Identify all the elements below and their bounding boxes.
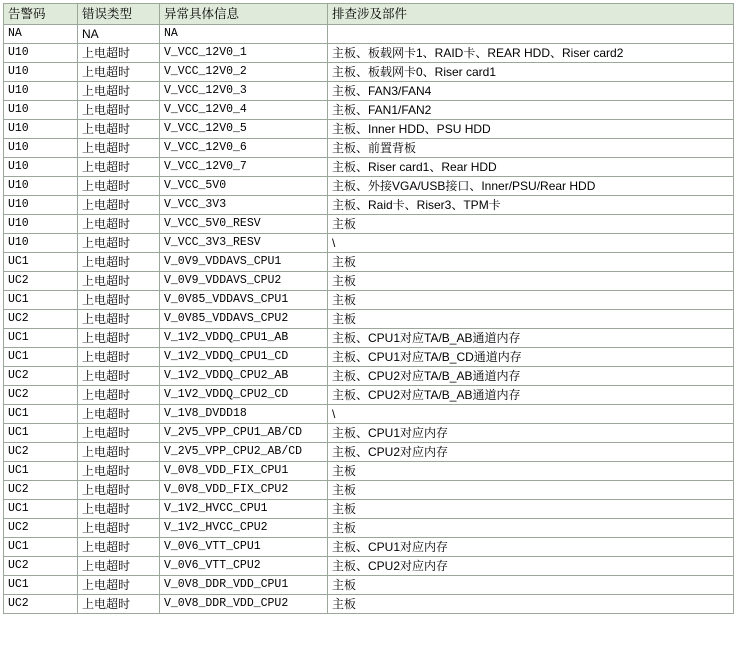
cell-detail-info: V_0V8_VDD_FIX_CPU2 xyxy=(160,481,328,500)
cell-error-type: 上电超时 xyxy=(78,196,160,215)
cell-components: 主板 xyxy=(328,310,734,329)
cell-components: 主板、Riser card1、Rear HDD xyxy=(328,158,734,177)
cell-alarm-code: UC1 xyxy=(4,348,78,367)
table-row xyxy=(4,25,734,44)
table-row xyxy=(4,443,734,462)
table-row xyxy=(4,63,734,82)
table-row xyxy=(4,538,734,557)
column-header-error-type: 错误类型 xyxy=(78,4,160,25)
table-row xyxy=(4,44,734,63)
table-row xyxy=(4,500,734,519)
table-row xyxy=(4,576,734,595)
cell-alarm-code: UC1 xyxy=(4,424,78,443)
table-row xyxy=(4,158,734,177)
cell-alarm-code: UC2 xyxy=(4,272,78,291)
table-row xyxy=(4,424,734,443)
cell-alarm-code: UC2 xyxy=(4,519,78,538)
cell-error-type: 上电超时 xyxy=(78,443,160,462)
cell-alarm-code: UC1 xyxy=(4,329,78,348)
cell-detail-info: V_0V9_VDDAVS_CPU2 xyxy=(160,272,328,291)
cell-error-type: 上电超时 xyxy=(78,519,160,538)
alarm-code-table xyxy=(3,3,734,614)
cell-error-type: 上电超时 xyxy=(78,82,160,101)
cell-components: 主板 xyxy=(328,291,734,310)
cell-alarm-code: U10 xyxy=(4,215,78,234)
cell-alarm-code: UC1 xyxy=(4,462,78,481)
cell-error-type: 上电超时 xyxy=(78,462,160,481)
cell-alarm-code: UC2 xyxy=(4,310,78,329)
cell-alarm-code: U10 xyxy=(4,158,78,177)
cell-detail-info: V_0V9_VDDAVS_CPU1 xyxy=(160,253,328,272)
table-row xyxy=(4,234,734,253)
table-row xyxy=(4,82,734,101)
table-row xyxy=(4,215,734,234)
cell-alarm-code: U10 xyxy=(4,120,78,139)
cell-components: 主板、CPU1对应TA/B_CD通道内存 xyxy=(328,348,734,367)
cell-components: 主板、CPU2对应内存 xyxy=(328,557,734,576)
cell-error-type: 上电超时 xyxy=(78,234,160,253)
cell-components: 主板、FAN3/FAN4 xyxy=(328,82,734,101)
cell-alarm-code: U10 xyxy=(4,101,78,120)
cell-components: 主板、前置背板 xyxy=(328,139,734,158)
cell-error-type: 上电超时 xyxy=(78,177,160,196)
cell-alarm-code: U10 xyxy=(4,196,78,215)
cell-alarm-code: UC2 xyxy=(4,443,78,462)
cell-components: 主板 xyxy=(328,500,734,519)
cell-detail-info: V_2V5_VPP_CPU1_AB/CD xyxy=(160,424,328,443)
cell-error-type: 上电超时 xyxy=(78,538,160,557)
cell-detail-info: V_0V8_DDR_VDD_CPU1 xyxy=(160,576,328,595)
cell-alarm-code: UC1 xyxy=(4,500,78,519)
table-row xyxy=(4,462,734,481)
cell-components xyxy=(328,25,734,44)
table-row xyxy=(4,595,734,614)
table-header xyxy=(4,4,734,25)
cell-detail-info: V_VCC_12V0_3 xyxy=(160,82,328,101)
table-row xyxy=(4,519,734,538)
cell-components: 主板、CPU1对应TA/B_AB通道内存 xyxy=(328,329,734,348)
cell-detail-info: V_1V2_VDDQ_CPU1_AB xyxy=(160,329,328,348)
cell-detail-info: V_0V6_VTT_CPU2 xyxy=(160,557,328,576)
cell-detail-info: V_VCC_12V0_6 xyxy=(160,139,328,158)
cell-components: 主板 xyxy=(328,519,734,538)
table-body xyxy=(4,25,734,614)
cell-alarm-code: U10 xyxy=(4,177,78,196)
cell-components: 主板、CPU2对应内存 xyxy=(328,443,734,462)
cell-components: \ xyxy=(328,234,734,253)
cell-detail-info: V_VCC_5V0_RESV xyxy=(160,215,328,234)
cell-components: \ xyxy=(328,405,734,424)
table-row xyxy=(4,291,734,310)
cell-error-type: 上电超时 xyxy=(78,386,160,405)
cell-error-type: 上电超时 xyxy=(78,291,160,310)
cell-error-type: NA xyxy=(78,25,160,44)
cell-alarm-code: UC1 xyxy=(4,253,78,272)
cell-detail-info: V_0V8_VDD_FIX_CPU1 xyxy=(160,462,328,481)
cell-components: 主板、板载网卡1、RAID卡、REAR HDD、Riser card2 xyxy=(328,44,734,63)
cell-components: 主板 xyxy=(328,215,734,234)
cell-error-type: 上电超时 xyxy=(78,253,160,272)
cell-components: 主板 xyxy=(328,595,734,614)
cell-error-type: 上电超时 xyxy=(78,329,160,348)
cell-components: 主板、外接VGA/USB接口、Inner/PSU/Rear HDD xyxy=(328,177,734,196)
cell-alarm-code: UC2 xyxy=(4,595,78,614)
table-row xyxy=(4,557,734,576)
cell-error-type: 上电超时 xyxy=(78,348,160,367)
cell-detail-info: V_1V2_HVCC_CPU1 xyxy=(160,500,328,519)
cell-detail-info: V_VCC_3V3_RESV xyxy=(160,234,328,253)
table-row xyxy=(4,386,734,405)
cell-components: 主板、CPU2对应TA/B_AB通道内存 xyxy=(328,386,734,405)
column-header-alarm-code: 告警码 xyxy=(4,4,78,25)
table-row xyxy=(4,272,734,291)
cell-detail-info: V_VCC_12V0_4 xyxy=(160,101,328,120)
cell-error-type: 上电超时 xyxy=(78,139,160,158)
table-row xyxy=(4,405,734,424)
cell-error-type: 上电超时 xyxy=(78,500,160,519)
cell-detail-info: V_VCC_5V0 xyxy=(160,177,328,196)
cell-alarm-code: U10 xyxy=(4,63,78,82)
cell-alarm-code: UC2 xyxy=(4,557,78,576)
cell-detail-info: V_0V85_VDDAVS_CPU1 xyxy=(160,291,328,310)
cell-error-type: 上电超时 xyxy=(78,405,160,424)
cell-error-type: 上电超时 xyxy=(78,158,160,177)
cell-detail-info: V_VCC_3V3 xyxy=(160,196,328,215)
table-row xyxy=(4,329,734,348)
column-header-detail-info: 异常具体信息 xyxy=(160,4,328,25)
cell-detail-info: V_VCC_12V0_7 xyxy=(160,158,328,177)
table-row xyxy=(4,310,734,329)
column-header-components: 排查涉及部件 xyxy=(328,4,734,25)
cell-alarm-code: UC1 xyxy=(4,405,78,424)
cell-error-type: 上电超时 xyxy=(78,310,160,329)
cell-detail-info: NA xyxy=(160,25,328,44)
cell-alarm-code: U10 xyxy=(4,139,78,158)
cell-error-type: 上电超时 xyxy=(78,595,160,614)
table-row xyxy=(4,139,734,158)
table-row xyxy=(4,177,734,196)
cell-error-type: 上电超时 xyxy=(78,101,160,120)
table-row xyxy=(4,196,734,215)
cell-components: 主板、Inner HDD、PSU HDD xyxy=(328,120,734,139)
cell-detail-info: V_VCC_12V0_2 xyxy=(160,63,328,82)
cell-components: 主板 xyxy=(328,576,734,595)
cell-detail-info: V_0V6_VTT_CPU1 xyxy=(160,538,328,557)
cell-components: 主板 xyxy=(328,462,734,481)
cell-detail-info: V_0V8_DDR_VDD_CPU2 xyxy=(160,595,328,614)
table-row xyxy=(4,120,734,139)
cell-alarm-code: UC1 xyxy=(4,291,78,310)
cell-error-type: 上电超时 xyxy=(78,120,160,139)
table-row xyxy=(4,101,734,120)
cell-components: 主板、Raid卡、Riser3、TPM卡 xyxy=(328,196,734,215)
cell-error-type: 上电超时 xyxy=(78,576,160,595)
table-row xyxy=(4,253,734,272)
cell-error-type: 上电超时 xyxy=(78,63,160,82)
cell-alarm-code: UC2 xyxy=(4,481,78,500)
cell-error-type: 上电超时 xyxy=(78,272,160,291)
cell-detail-info: V_1V2_VDDQ_CPU2_CD xyxy=(160,386,328,405)
cell-detail-info: V_VCC_12V0_5 xyxy=(160,120,328,139)
cell-error-type: 上电超时 xyxy=(78,44,160,63)
cell-detail-info: V_1V2_VDDQ_CPU1_CD xyxy=(160,348,328,367)
cell-components: 主板、CPU2对应TA/B_AB通道内存 xyxy=(328,367,734,386)
table-row xyxy=(4,481,734,500)
cell-alarm-code: UC1 xyxy=(4,576,78,595)
cell-components: 主板 xyxy=(328,272,734,291)
cell-alarm-code: U10 xyxy=(4,82,78,101)
cell-detail-info: V_VCC_12V0_1 xyxy=(160,44,328,63)
cell-alarm-code: UC2 xyxy=(4,367,78,386)
cell-components: 主板、CPU1对应内存 xyxy=(328,424,734,443)
cell-components: 主板、CPU1对应内存 xyxy=(328,538,734,557)
cell-error-type: 上电超时 xyxy=(78,557,160,576)
cell-detail-info: V_1V2_VDDQ_CPU2_AB xyxy=(160,367,328,386)
cell-alarm-code: UC2 xyxy=(4,386,78,405)
cell-detail-info: V_2V5_VPP_CPU2_AB/CD xyxy=(160,443,328,462)
table-row xyxy=(4,367,734,386)
cell-components: 主板、板载网卡0、Riser card1 xyxy=(328,63,734,82)
table-header-row xyxy=(4,4,734,25)
cell-components: 主板 xyxy=(328,253,734,272)
cell-alarm-code: U10 xyxy=(4,234,78,253)
cell-error-type: 上电超时 xyxy=(78,481,160,500)
cell-detail-info: V_0V85_VDDAVS_CPU2 xyxy=(160,310,328,329)
cell-detail-info: V_1V2_HVCC_CPU2 xyxy=(160,519,328,538)
cell-error-type: 上电超时 xyxy=(78,367,160,386)
table-row xyxy=(4,348,734,367)
cell-alarm-code: U10 xyxy=(4,44,78,63)
cell-error-type: 上电超时 xyxy=(78,424,160,443)
cell-error-type: 上电超时 xyxy=(78,215,160,234)
cell-components: 主板、FAN1/FAN2 xyxy=(328,101,734,120)
cell-components: 主板 xyxy=(328,481,734,500)
cell-alarm-code: UC1 xyxy=(4,538,78,557)
cell-alarm-code: NA xyxy=(4,25,78,44)
cell-detail-info: V_1V8_DVDD18 xyxy=(160,405,328,424)
